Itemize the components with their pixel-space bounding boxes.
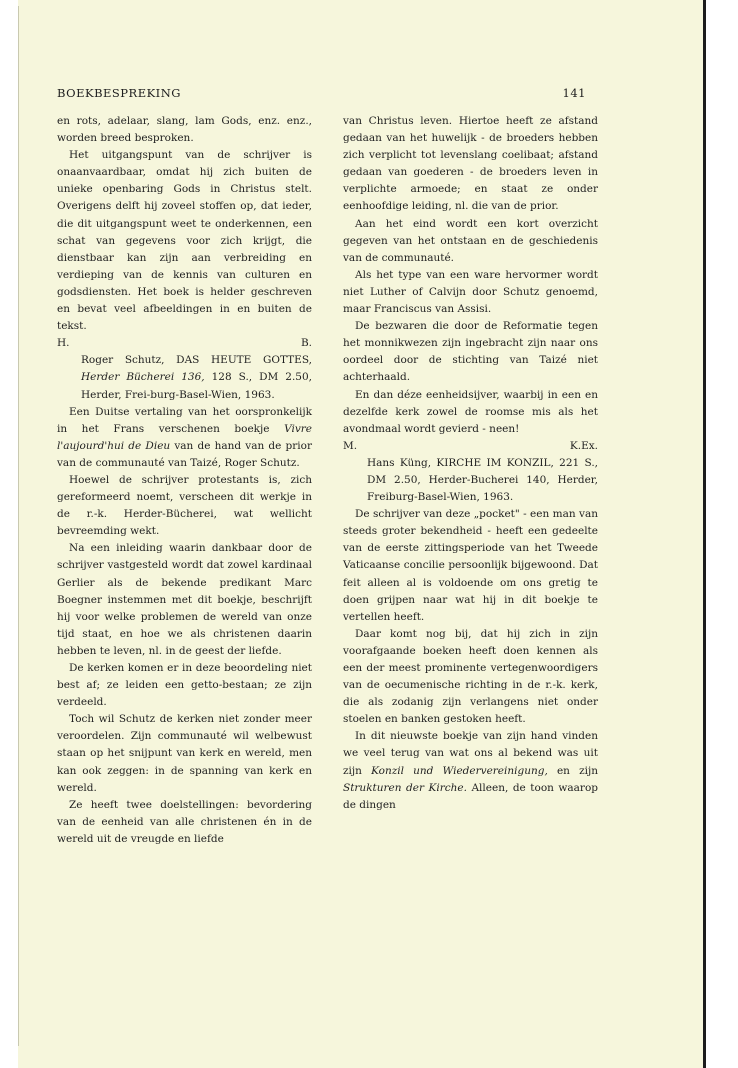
page-number: 141 <box>562 86 586 100</box>
paragraph: Als het type van een ware hervormer wordt niet Luther of Calvijn door Schutz genoemd, maar Franciscus van Assisi. <box>343 268 598 316</box>
paragraph: En dan déze eenheidsijver, waarbij in een en dezelfde kerk zowel de roomse mis als het avondmaal wordt gevierd - neen! <box>343 388 598 435</box>
paragraph: van Christus leven. Hiertoe heeft ze afstand gedaan van het huwelijk - de broeders hebben zich verplicht tot levenslang coelibaat; afstand gedaan van goederen - de broeders leven in verplichte armoede; en staat ze onder eenhoofdige leiding, nl. die van de prior. <box>343 115 598 213</box>
book-title-italic: Vivre l'aujourd'hui de Dieu <box>57 422 312 452</box>
paragraph: Hoewel de schrijver protestants is, zich gereformeerd noemt, verscheen dit werkje in de r.-k. Herder-Bücherei, wat wellicht bevreemding wekt. <box>57 473 312 538</box>
signature-line <box>343 438 598 455</box>
book-title-italic: Strukturen der Kirche. <box>343 781 467 794</box>
right-column <box>343 113 598 814</box>
text-run: van de hand van de prior van de communauté van Taizé, Roger Schutz. <box>57 439 312 469</box>
text-run: en zijn <box>547 764 598 777</box>
text-run: Een Duitse vertaling van het oorspronkelijk in het Frans verschenen boekje <box>57 405 312 435</box>
paragraph: Daar komt nog bij, dat hij zich in zijn voorafgaande boeken heeft doen kennen als een der meest prominente vertegenwoordigers van de oecumenische richting in de r.-k. kerk, die als zodanig zijn verlangens niet onder stoelen en banken gestoken heeft. <box>343 627 598 726</box>
text-run: Alleen, de toon waarop de dingen <box>343 781 598 811</box>
citation-details: 128 S., DM 2.50, Herder, Frei-burg-Basel-Wien, 1963. <box>81 371 312 401</box>
paragraph: Aan het eind wordt een kort overzicht gegeven van het ontstaan en de geschiedenis van de communauté. <box>343 217 598 264</box>
paragraph <box>343 728 598 813</box>
paragraph: Ze heeft twee doelstellingen: bevordering van de eenheid van alle christenen én in de wereld uit de vreugde en liefde <box>57 798 312 845</box>
book-title-italic: Konzil und Wiedervereinigung, <box>371 764 548 777</box>
paragraph: De bezwaren die door de Reformatie tegen het monnikwezen zijn ingebracht zijn naar ons oordeel door de stichting van Taizé niet achterhaald. <box>343 320 598 384</box>
signature-line <box>57 335 312 352</box>
signature-initial: K.Ex. <box>569 439 598 452</box>
paragraph <box>57 404 312 472</box>
book-citation <box>57 352 312 403</box>
paragraph: De kerken komen er in deze beoordeling niet best af; ze leiden een getto-bestaan; ze zijn verdeeld. <box>57 662 312 709</box>
page-edge-right <box>703 0 706 1068</box>
book-citation: Hans Küng, KIRCHE IM KONZIL, 221 S., DM 2.50, Herder-Bucherei 140, Herder, Freiburg-Basel-Wien, 1963. <box>367 456 598 504</box>
citation-author-title: Roger Schutz, DAS HEUTE GOTTES, <box>81 354 312 367</box>
running-head <box>57 86 586 100</box>
text-run: In dit nieuwste boekje van zijn hand vinden we veel terug van wat ons al bekend was uit zijn <box>343 730 598 777</box>
paragraph: Toch wil Schutz de kerken niet zonder meer veroordelen. Zijn communauté wil welbewust staan op het snijpunt van kerk en wereld, men kan ook zeggen: in de spanning van kerk en wereld. <box>57 713 312 794</box>
section-title: BOEKBESPREKING <box>57 86 181 100</box>
signature-initial: M. <box>343 439 358 452</box>
paragraph: Het uitgangspunt van de schrijver is onaanvaardbaar, omdat hij zich buiten de unieke openbaring Gods in Christus stelt. Overigens delft hij zoveel stoffen op, dat ieder, die dit uitgangspunt weet te onderkennen, een schat van gegevens voor zich krijgt, die dienstbaar kan zijn aan verbreiding en verdieping van de kennis van culturen en godsdiensten. Het boek is helder geschreven en bevat veel afbeeldingen in en buiten de tekst. <box>57 149 312 333</box>
signature-initial: H. <box>57 337 70 350</box>
page-edge-left <box>18 6 19 1046</box>
paragraph: en rots, adelaar, slang, lam Gods, enz. enz., worden breed besproken. <box>57 115 312 145</box>
paragraph: De schrijver van deze „pocket" - een man van steeds groter bekendheid - heeft een gedeelte van de eerste zittingsperiode van het Tweede Vaticaanse concilie persoonlijk bijgewoond. Dat feit alleen al is voldoende om ons gretig te doen grijpen naar wat hij in dit boekje te vertellen heeft. <box>343 508 598 623</box>
citation-series: Herder Bücherei 136, <box>81 371 205 384</box>
paragraph: Na een inleiding waarin dankbaar door de schrijver vastgesteld wordt dat zowel kardinaal Gerlier als de bekende predikant Marc Boegner instemmen met dit boekje, beschrijft hij voor welke problemen de wereld van onze tijd staat, en hoe we als christenen daarin hebben te leven, nl. in de geest der liefde. <box>57 542 312 657</box>
signature-initial: B. <box>300 337 312 350</box>
left-column <box>57 113 312 848</box>
